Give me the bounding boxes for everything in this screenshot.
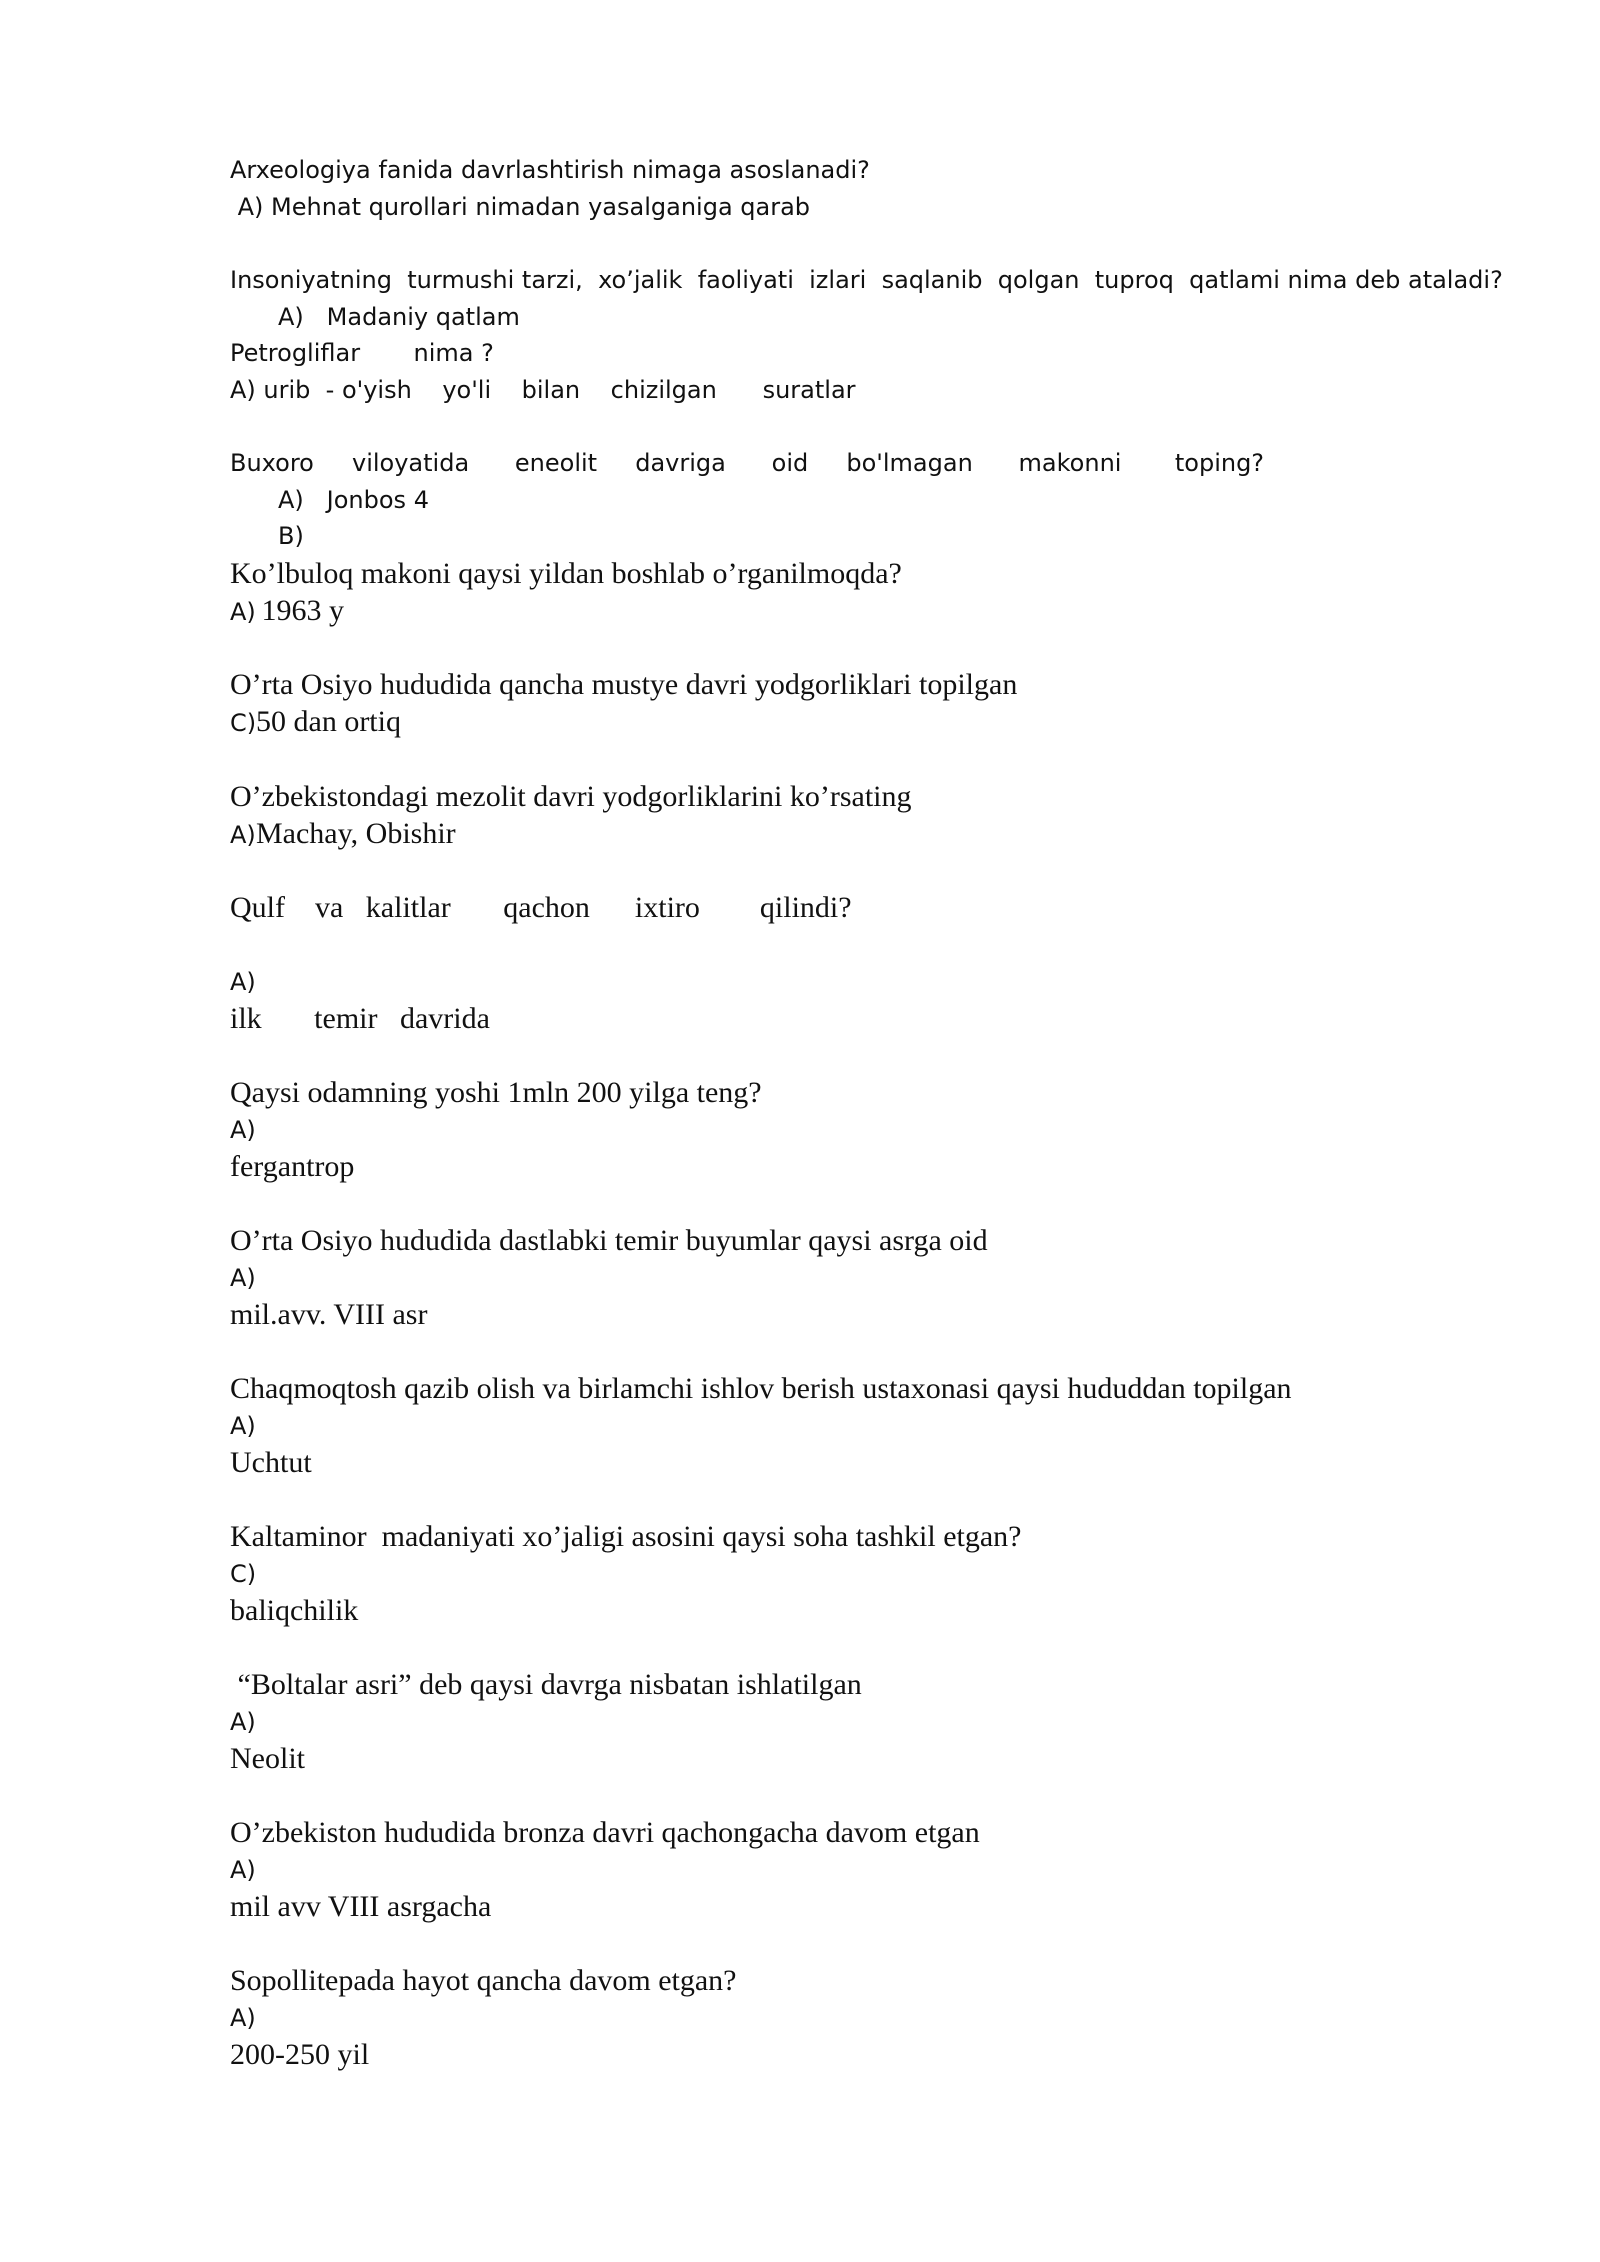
answer-14-label: A)	[230, 1856, 256, 1884]
question-12: Kaltaminor madaniyati xo’jaligi asosini qaysi soha tashkil etgan?	[230, 1520, 1022, 1553]
question-7: O’zbekistondagi mezolit davri yodgorliklarini ko’rsating	[230, 780, 912, 813]
answer-5: 1963 y	[254, 594, 344, 627]
answer-2: A) Madaniy qatlam	[278, 303, 520, 331]
answer-4-option-b: B)	[278, 522, 304, 550]
question-13: “Boltalar asri” deb qaysi davrga nisbatan ishlatilgan	[230, 1668, 862, 1701]
question-2: Insoniyatning turmushi tarzi, xo’jalik faoliyati izlari saqlanib qolgan tuproq qatlami nima deb ataladi?	[230, 266, 1503, 294]
answer-12: baliqchilik	[230, 1594, 359, 1627]
answer-9-label: A)	[230, 1116, 256, 1144]
question-14: O’zbekiston hududida bronza davri qachongacha davom etgan	[230, 1816, 980, 1849]
question-3: Petrogliflar nima ?	[230, 339, 494, 367]
answer-15: 200-250 yil	[230, 2038, 370, 2071]
answer-7: Machay, Obishir	[256, 817, 456, 850]
answer-4: A) Jonbos 4	[278, 486, 429, 514]
answer-6-label: C)	[230, 709, 257, 737]
answer-10: mil.avv. VIII asr	[230, 1298, 428, 1331]
question-8: Qulf va kalitlar qachon ixtiro qilindi?	[230, 891, 852, 924]
question-1: Arxeologiya fanida davrlashtirish nimaga asoslanadi?	[230, 156, 870, 184]
answer-7-label: A)	[230, 821, 256, 849]
answer-11: Uchtut	[230, 1446, 312, 1479]
question-11: Chaqmoqtosh qazib olish va birlamchi ishlov berish ustaxonasi qaysi hududdan topilgan	[230, 1372, 1292, 1405]
answer-8: ilk temir davrida	[230, 1002, 490, 1035]
answer-9: fergantrop	[230, 1150, 355, 1183]
answer-15-label: A)	[230, 2004, 256, 2032]
answer-5-label: A)	[230, 598, 256, 626]
question-10: O’rta Osiyo hududida dastlabki temir buyumlar qaysi asrga oid	[230, 1224, 988, 1257]
answer-13: Neolit	[230, 1742, 305, 1775]
answer-13-label: A)	[230, 1708, 256, 1736]
answer-6: 50 dan ortiq	[256, 705, 401, 738]
answer-1: A) Mehnat qurollari nimadan yasalganiga qarab	[230, 193, 811, 221]
question-5: Ko’lbuloq makoni qaysi yildan boshlab o’rganilmoqda?	[230, 557, 902, 590]
answer-10-label: A)	[230, 1264, 256, 1292]
answer-14: mil avv VIII asrgacha	[230, 1890, 492, 1923]
question-9: Qaysi odamning yoshi 1mln 200 yilga teng?	[230, 1076, 762, 1109]
answer-3: A) urib - o'yish yo'li bilan chizilgan suratlar	[230, 376, 856, 404]
question-4: Buxoro viloyatida eneolit davriga oid bo'lmagan makonni toping?	[230, 449, 1265, 477]
answer-12-label: C)	[230, 1560, 257, 1588]
answer-11-label: A)	[230, 1412, 256, 1440]
question-6: O’rta Osiyo hududida qancha mustye davri yodgorliklari topilgan	[230, 668, 1018, 701]
answer-8-label: A)	[230, 968, 256, 996]
question-15: Sopollitepada hayot qancha davom etgan?	[230, 1964, 737, 1997]
